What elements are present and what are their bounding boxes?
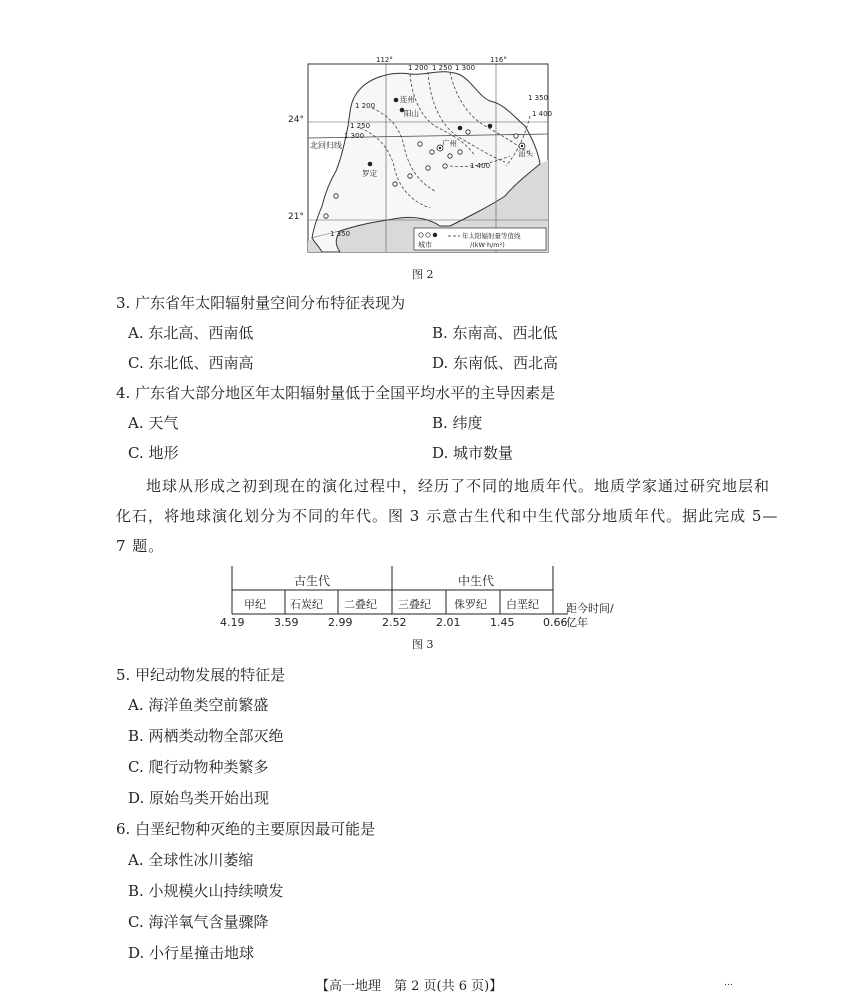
- question-6-option-d: D. 小行星撞击地球: [128, 944, 255, 962]
- isoline-value: 1 250: [350, 122, 371, 130]
- lon-label-112: 112°: [376, 56, 393, 64]
- question-6-option-a: A. 全球性冰川萎缩: [128, 851, 254, 869]
- question-4-option-c: C. 地形: [128, 444, 179, 462]
- period-label: 三叠纪: [398, 598, 431, 611]
- figure-2-caption: 图 2: [412, 268, 434, 281]
- figure-2-map: [300, 56, 552, 256]
- question-4-stem: 4. 广东省大部分地区年太阳辐射量低于全国平均水平的主导因素是: [116, 384, 556, 402]
- question-5-option-c: C. 爬行动物种类繁多: [128, 758, 269, 776]
- legend-city-label: 城市: [418, 241, 432, 249]
- question-5-option-d: D. 原始鸟类开始出现: [128, 789, 270, 807]
- period-label: 侏罗纪: [454, 598, 487, 611]
- axis-label-line-1: 距今时间/: [566, 602, 614, 615]
- city-label-yangshan: 阳山: [404, 109, 419, 118]
- footer-mark: …: [724, 978, 733, 988]
- isoline-value: 1 400: [470, 162, 491, 170]
- question-5-option-b: B. 两栖类动物全部灭绝: [128, 727, 284, 745]
- city-label-luoding: 罗定: [362, 169, 377, 178]
- legend-unit-label: /(kW·h/m²): [470, 241, 505, 249]
- question-3-option-a: A. 东北高、西南低: [128, 324, 254, 342]
- city-dot-lianzhou: [394, 98, 399, 103]
- lat-label-24: 24°: [288, 115, 304, 125]
- passage-line-2: 化石，将地球演化划分为不同的年代。图 3 示意古生代和中生代部分地质年代。据此完成 5—: [116, 507, 779, 525]
- isoline-value: 1 350: [330, 230, 351, 238]
- tick-label: 1.45: [490, 616, 515, 629]
- isoline-value: 1 400: [532, 110, 552, 118]
- isoline-value: 1 350: [528, 94, 549, 102]
- tick-label: 2.52: [382, 616, 407, 629]
- question-3-option-c: C. 东北低、西南高: [128, 354, 254, 372]
- legend-isoline-label: 年太阳辐射量等值线: [462, 232, 521, 240]
- passage-line-1: 地球从形成之初到现在的演化过程中，经历了不同的地质年代。地质学家通过研究地层和: [146, 477, 771, 495]
- question-6-option-b: B. 小规模火山持续喷发: [128, 882, 284, 900]
- tropic-label: 北回归线: [310, 141, 342, 150]
- isoline-value: 1 250: [432, 64, 453, 72]
- period-label: 白垩纪: [506, 598, 539, 611]
- tick-label: 0.66: [543, 616, 568, 629]
- city-dot-a: [488, 124, 493, 129]
- city-label-shantou: 汕头: [518, 149, 533, 158]
- lat-label-21: 21°: [288, 212, 304, 222]
- city-label-guangzhou: 广州: [442, 139, 457, 148]
- axis-label-line-2: 亿年: [566, 616, 588, 629]
- tick-label: 4.19: [220, 616, 245, 629]
- question-6-option-c: C. 海洋氧气含量骤降: [128, 913, 269, 931]
- question-4-option-b: B. 纬度: [432, 414, 483, 432]
- period-label: 甲纪: [244, 598, 266, 611]
- tick-label: 3.59: [274, 616, 299, 629]
- guangdong-map: [300, 56, 552, 256]
- question-6-stem: 6. 白垩纪物种灭绝的主要原因最可能是: [116, 820, 376, 838]
- isoline-value: 1 300: [344, 132, 365, 140]
- lon-label-116: 116°: [490, 56, 507, 64]
- question-3-stem: 3. 广东省年太阳辐射量空间分布特征表现为: [116, 294, 406, 312]
- question-4-option-d: D. 城市数量: [432, 444, 514, 462]
- question-5-stem: 5. 甲纪动物发展的特征是: [116, 666, 286, 684]
- figure-3-caption: 图 3: [412, 638, 434, 651]
- isoline-value: 1 200: [355, 102, 376, 110]
- question-4-option-a: A. 天气: [128, 414, 179, 432]
- tick-label: 2.99: [328, 616, 353, 629]
- period-label: 石炭纪: [290, 598, 323, 611]
- question-3-option-d: D. 东南低、西北高: [432, 354, 559, 372]
- tick-label: 2.01: [436, 616, 461, 629]
- isoline-value: 1 300: [455, 64, 476, 72]
- period-label: 二叠纪: [344, 598, 377, 611]
- question-5-option-a: A. 海洋鱼类空前繁盛: [128, 696, 269, 714]
- isoline-value: 1 200: [408, 64, 429, 72]
- city-dot-b: [458, 126, 463, 131]
- era-label-paleozoic: 古生代: [294, 574, 331, 588]
- question-3-option-b: B. 东南高、西北低: [432, 324, 558, 342]
- city-dot-luoding: [368, 162, 373, 167]
- passage-line-3: 7 题。: [116, 537, 165, 555]
- era-label-mesozoic: 中生代: [458, 574, 495, 588]
- page-footer: 【高一地理 第 2 页(共 6 页)】: [316, 979, 503, 994]
- city-label-lianzhou: 连州: [400, 95, 415, 104]
